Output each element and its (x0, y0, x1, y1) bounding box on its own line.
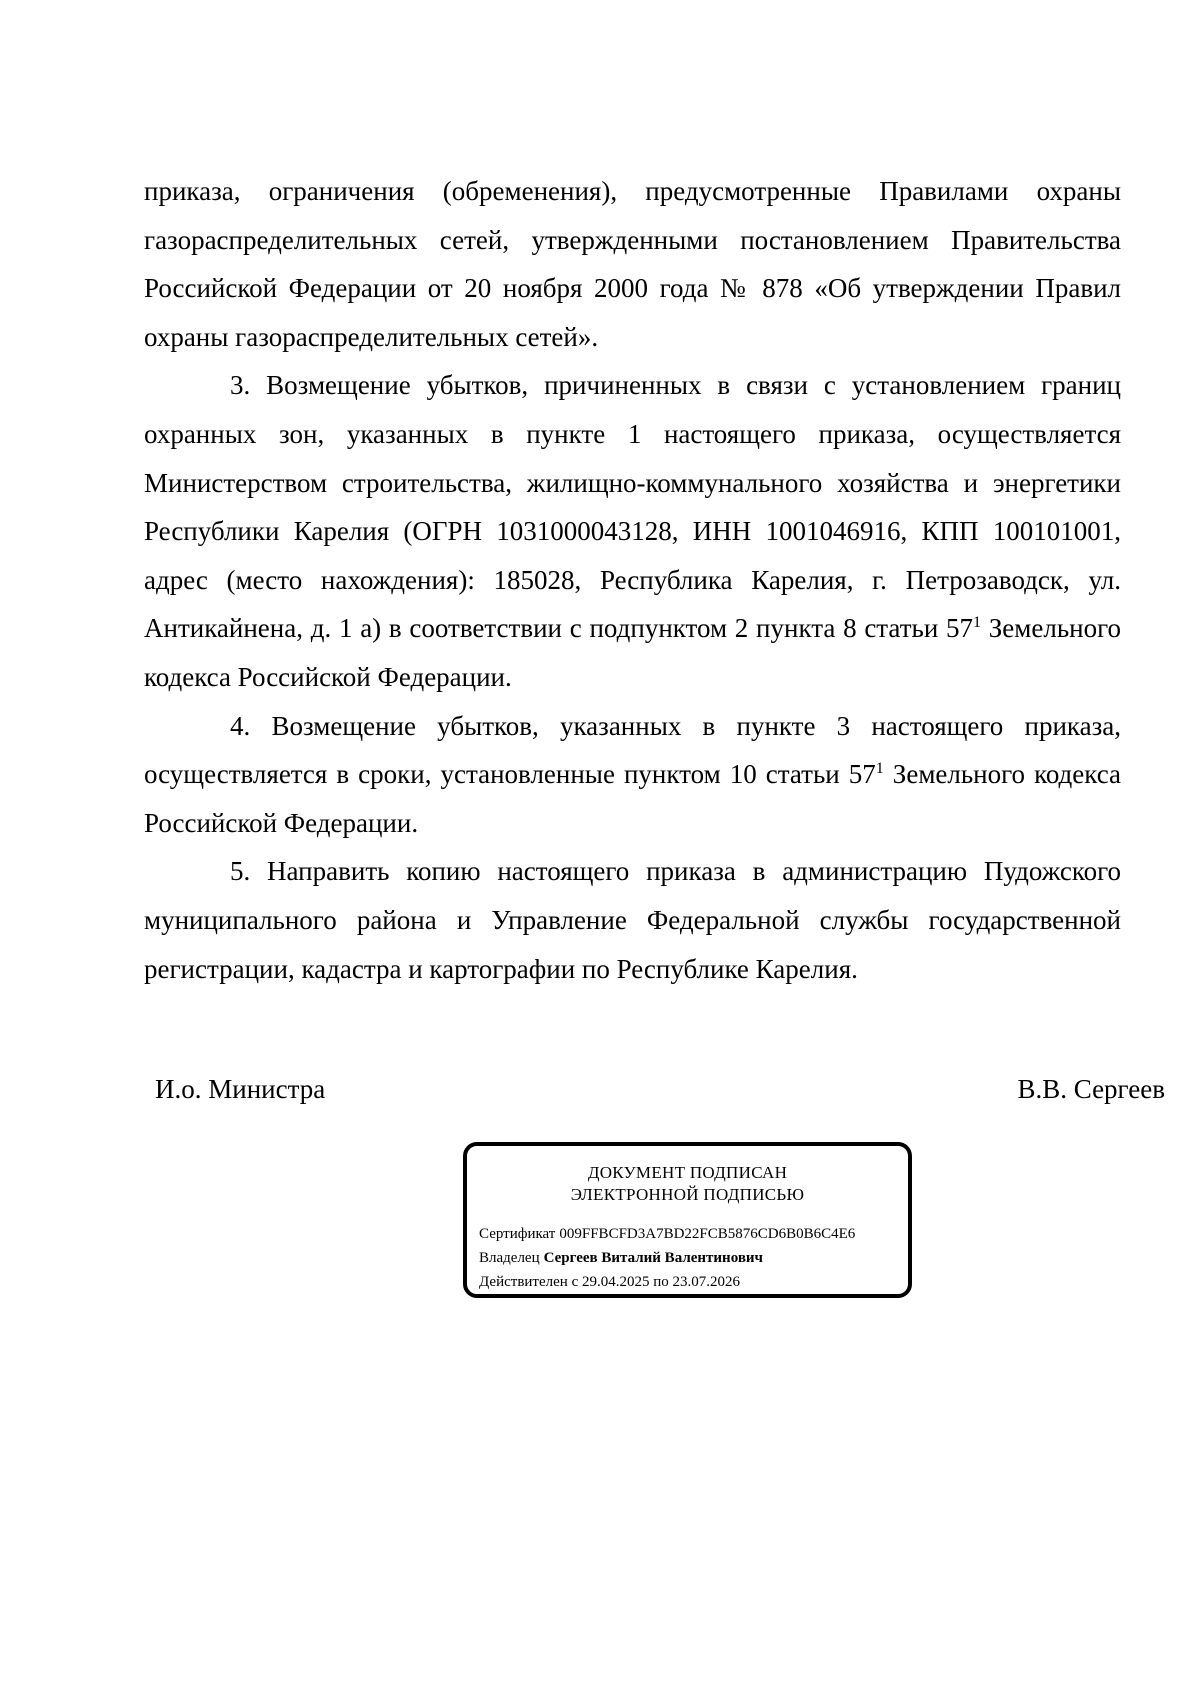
signatory-position: И.о. Министра (155, 1074, 326, 1104)
stamp-details (479, 1222, 908, 1294)
stamp-validity-row (479, 1270, 908, 1294)
stamp-header (467, 1162, 908, 1206)
stamp-valid-to-label: по (653, 1274, 669, 1290)
stamp-valid-from-label: с (571, 1274, 579, 1290)
superscript: 1 (875, 760, 884, 778)
signatory-name: В.В. Сергеев (1017, 1074, 1165, 1104)
stamp-validity-label: Действителен (479, 1274, 568, 1290)
electronic-signature-stamp (463, 1142, 912, 1298)
paragraph-3-end: Земельного кодекса Российской Федерации. (144, 613, 1121, 692)
stamp-certificate-value: 009FFBCFD3A7BD22FCB5876CD6B0B6C4E6 (559, 1226, 856, 1242)
stamp-valid-to: 23.07.2026 (672, 1274, 741, 1290)
paragraph-4 (144, 702, 1121, 848)
stamp-owner-value: Сергеев Виталий Валентинович (543, 1250, 764, 1266)
paragraph-continuation: приказа, ограничения (обременения), предусмотренные Правилами охраны газораспределительных сетей, утвержденными постановлением Правительства Российской Федерации от 20 ноября 2000 года № 878 «Об утверждении Правил охраны газораспределительных сетей». (144, 176, 1121, 352)
stamp-title-line-2: ЭЛЕКТРОННОЙ ПОДПИСЬЮ (570, 1185, 805, 1204)
superscript: 1 (973, 614, 982, 632)
signature-row (155, 1072, 1165, 1106)
stamp-owner-row (479, 1246, 908, 1270)
paragraph-3-text: 3. Возмещение убытков, причиненных в связи с установлением границ охранных зон, указанных в пункте 1 настоящего приказа, осуществляется Министерством строительства, жилищно-коммунального хозяйства и энергетики Республики Карелия (ОГРН 1031000043128, ИНН 1001046916, КПП 100101001, адрес (место нахождения): 185028, Республика Карелия, г. Петрозаводск, ул. Антикайнена, д. 1 а) в соответствии с подпунктом 2 пункта 8 статьи 57 (144, 370, 1121, 644)
paragraph-5: 5. Направить копию настоящего приказа в администрацию Пудожского муниципального района и Управление Федеральной службы государственной регистрации, кадастра и картографии по Республике Карелия. (144, 856, 1121, 984)
paragraph-3 (144, 361, 1121, 701)
document-body (144, 167, 1121, 993)
stamp-owner-label: Владелец (479, 1250, 540, 1266)
stamp-valid-from: 29.04.2025 (581, 1274, 650, 1290)
paragraph-4-end: Земельного кодекса Российской Федерации. (144, 759, 1122, 838)
paragraph-4-text: 4. Возмещение убытков, указанных в пункте 3 настоящего приказа, осуществляется в сроки, установленные пунктом 10 статьи 57 (144, 710, 1121, 790)
stamp-certificate-label: Сертификат (479, 1226, 556, 1242)
stamp-certificate-row (479, 1222, 908, 1246)
stamp-title-line-1: ДОКУМЕНТ ПОДПИСАН (587, 1163, 788, 1182)
